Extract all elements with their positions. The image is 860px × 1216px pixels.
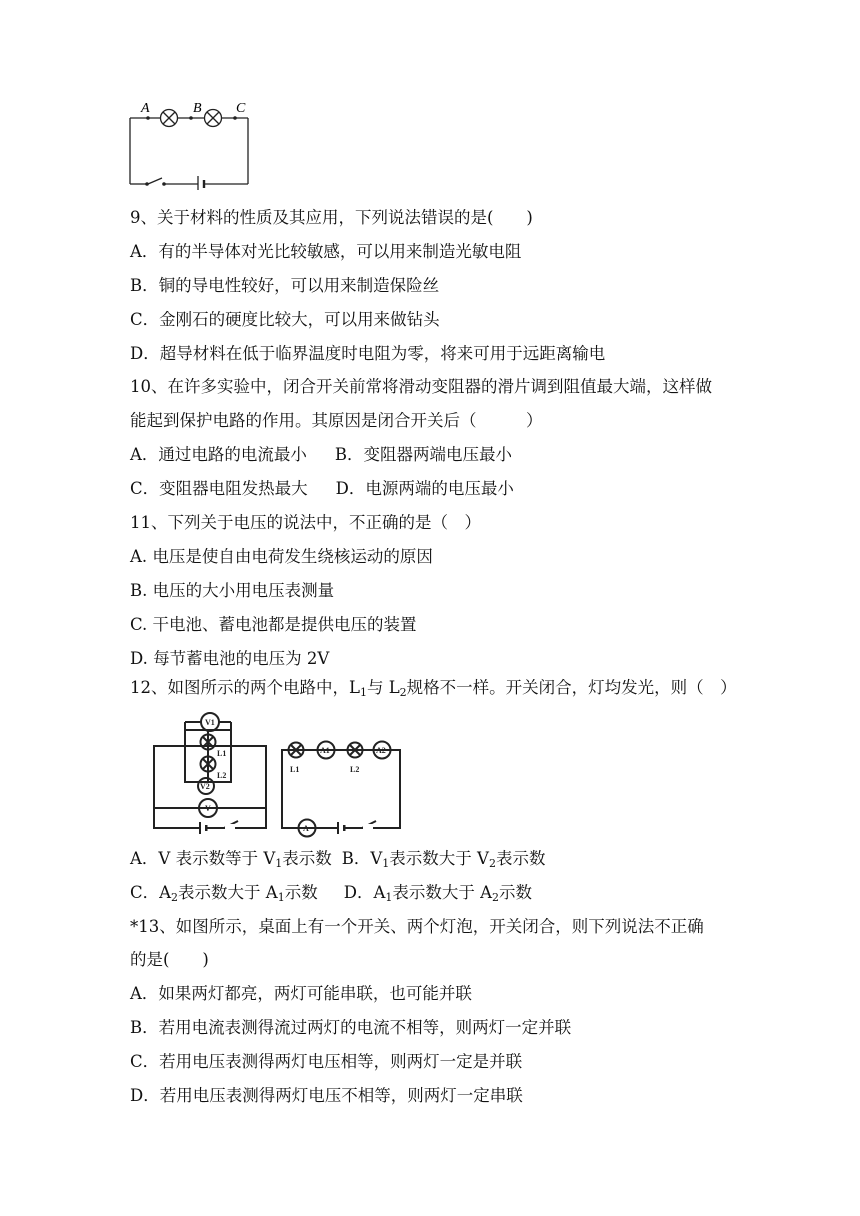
q11-option-d: D. 每节蓄电池的电压为 2V <box>130 649 330 668</box>
l2-label-left: L2 <box>217 771 227 780</box>
q12-option-a-sub: 1 <box>275 857 283 870</box>
q12-options-row2 <box>130 882 532 904</box>
point-a-label: A <box>141 101 150 116</box>
q12-option-a-part1: A．V 表示数等于 V <box>130 849 276 868</box>
q12-option-c-part2: 表示数大于 A <box>178 883 278 902</box>
v-label: V <box>205 804 211 813</box>
q12-option-b-sub1: 1 <box>382 857 390 870</box>
l1-label-left: L1 <box>217 749 227 758</box>
q12-option-b-part1: B．V <box>341 849 383 868</box>
q12-option-a-part2: 表示数 <box>282 849 332 868</box>
q10-stem-line2: 能起到保护电路的作用。其原因是闭合开关后（ ） <box>130 411 543 430</box>
a2-label: A2 <box>376 746 386 755</box>
q12-option-d-sub2: 2 <box>492 891 500 904</box>
q9-option-c: C．金刚石的硬度比较大，可以用来做钻头 <box>130 310 440 329</box>
q12-stem-part1: 12、如图所示的两个电路中，L <box>130 678 360 697</box>
q13-option-a: A．如果两灯都亮，两灯可能串联，也可能并联 <box>130 984 472 1003</box>
q12-option-d-part1: D．A <box>343 883 386 902</box>
q12-option-c-part3: 示数 <box>284 883 318 902</box>
q12-option-d-part2: 表示数大于 A <box>392 883 493 902</box>
a1-label: A1 <box>320 746 330 755</box>
l1-label-right: L1 <box>290 765 300 774</box>
q13-stem-line1: *13、如图所示，桌面上有一个开关、两个灯泡，开关闭合，则下列说法不正确 <box>130 917 704 936</box>
q13-option-b: B．若用电流表测得流过两灯的电流不相等，则两灯一定并联 <box>130 1018 572 1037</box>
q12-option-d-sub1: 1 <box>385 891 393 904</box>
q12-option-a <box>130 849 332 868</box>
q12-option-c-part1: C．A <box>130 883 172 902</box>
series-circuit-figure <box>124 98 258 190</box>
a-label: A <box>303 824 309 833</box>
q11-stem: 11、下列关于电压的说法中，不正确的是（ ） <box>130 513 481 532</box>
q11-option-a: A. 电压是使自由电荷发生绕核运动的原因 <box>130 547 433 566</box>
q12-option-d-part3: 示数 <box>499 883 533 902</box>
v1-label: V1 <box>205 718 215 727</box>
q9-option-d: D．超导材料在低于临界温度时电阻为零，将来可用于远距离输电 <box>130 344 606 363</box>
q12-option-c-sub2: 1 <box>277 891 285 904</box>
q12-option-b <box>342 849 546 868</box>
q12-option-c <box>130 883 318 902</box>
q9-option-a: A．有的半导体对光比较敏感，可以用来制造光敏电阻 <box>130 242 522 261</box>
q9-option-b: B．铜的导电性较好，可以用来制造保险丝 <box>130 276 440 295</box>
q12-option-c-sub1: 2 <box>171 891 179 904</box>
q12-options-row1 <box>130 848 545 870</box>
q12-stem-sub1: 1 <box>359 686 367 699</box>
q13-option-c: C．若用电压表测得两灯电压相等，则两灯一定是并联 <box>130 1052 523 1071</box>
q10-stem-line1: 10、在许多实验中，闭合开关前常将滑动变阻器的滑片调到阻值最大端，这样做 <box>130 377 712 396</box>
q13-stem-line2: 的是( ) <box>130 950 209 969</box>
q10-option-c: C．变阻器电阻发热最大 <box>130 479 308 498</box>
q12-stem-sub2: 2 <box>399 686 407 699</box>
l2-label-right: L2 <box>350 765 360 774</box>
q10-option-b: B．变阻器两端电压最小 <box>334 445 513 464</box>
q13-option-d: D．若用电压表测得两灯电压不相等，则两灯一定串联 <box>130 1086 523 1105</box>
q12-option-b-part3: 表示数 <box>495 849 546 868</box>
two-circuits-figure <box>150 708 410 840</box>
q12-option-d <box>344 883 532 902</box>
point-b-label: B <box>193 101 202 116</box>
q11-option-b: B. 电压的大小用电压表测量 <box>130 581 335 600</box>
q12-option-b-sub2: 2 <box>488 857 496 870</box>
q10-options-row2 <box>130 478 514 500</box>
q12-stem-part2: 与 L <box>366 678 400 697</box>
v2-label: V2 <box>200 782 210 791</box>
q12-stem-part3: 规格不一样。开关闭合，灯均发光，则（ ） <box>406 678 737 697</box>
q10-options-row1 <box>130 444 512 466</box>
q12-stem <box>130 677 737 699</box>
q12-option-b-part2: 表示数大于 V <box>389 849 489 868</box>
q10-option-d: D．电源两端的电压最小 <box>335 479 514 498</box>
q9-stem: 9、关于材料的性质及其应用，下列说法错误的是( ) <box>130 208 533 227</box>
q10-option-a: A．通过电路的电流最小 <box>130 445 307 464</box>
q11-option-c: C. 干电池、蓄电池都是提供电压的装置 <box>130 615 417 634</box>
point-c-label: C <box>236 101 246 116</box>
